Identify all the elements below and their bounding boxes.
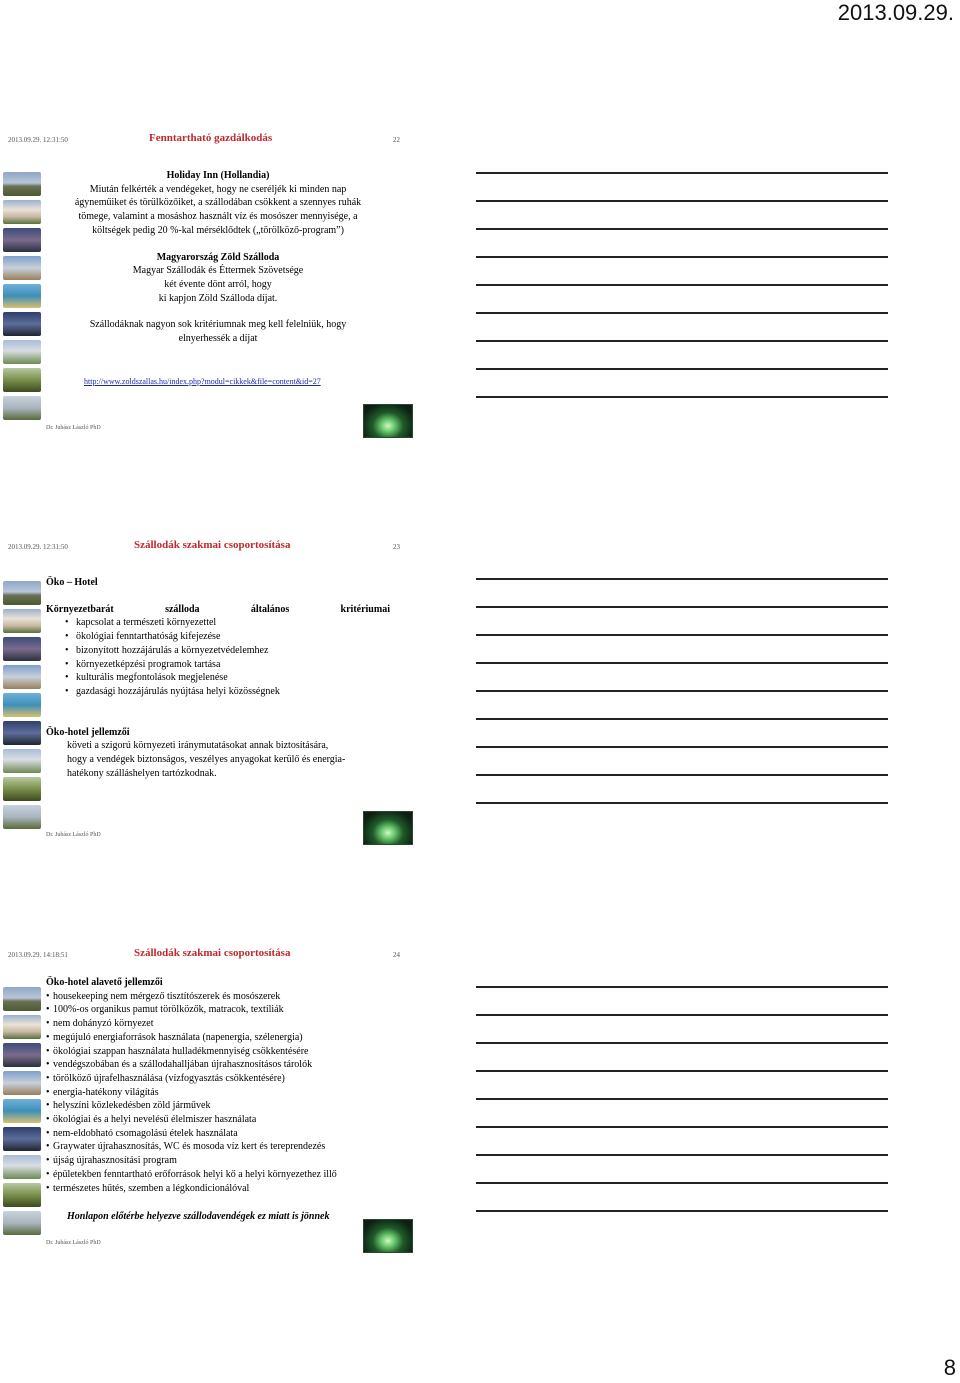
zoldszallas-link[interactable]: http://www.zoldszallas.hu/index.php?modul=cikkek&file=content&id=27: [84, 376, 321, 386]
paragraph-line: követi a szigorú környezeti iránymutatásokat annak biztosítására,: [67, 740, 329, 752]
list-item: • gazdasági hozzájárulás nyújtása helyi közösségnek: [46, 685, 390, 699]
criteria-heading: [46, 603, 390, 617]
heading-zold-szalloda: Magyarország Zöld Szálloda: [156, 251, 280, 263]
paragraph-line: hogy a vendégek biztonságos, veszélyes anyagokat kerülő és energia-: [67, 754, 346, 766]
hotel-photo-thumbnail: [3, 200, 41, 224]
hotel-photo-thumbnail: [3, 721, 41, 745]
paragraph-line: Szállodáknak nagyon sok kritériumnak meg kell felelniük, hogy: [89, 319, 347, 331]
hotel-photo-thumbnail: [3, 1043, 41, 1067]
heading-holiday-inn: Holiday Inn (Hollandia): [166, 170, 270, 181]
hotel-photo-thumbnail: [3, 284, 41, 308]
list-item: • törölköző újrafelhasználása (vízfogyasztás csökkentésére): [46, 1072, 390, 1086]
slide-author: Dr. Juhász László PhD: [46, 1240, 101, 1246]
list-item: • természetes hűtés, szemben a légkondicionálóval: [46, 1182, 390, 1196]
page-number: 8: [943, 1355, 956, 1380]
slide-title: Szállodák szakmai csoportosítása: [134, 539, 291, 551]
slide-number: 22: [393, 136, 400, 144]
notes-lines: [476, 172, 888, 424]
hotel-photo-thumbnail: [3, 172, 41, 196]
criteria-heading-word: szálloda: [165, 603, 200, 615]
notes-lines: [476, 986, 888, 1238]
list-item: • Graywater újrahasznosítás, WC és mosoda víz kert és tereprendezés: [46, 1140, 390, 1154]
hotel-photo-thumbnail: [3, 256, 41, 280]
slide-title: Szállodák szakmai csoportosítása: [134, 947, 291, 959]
list-item: • nem-eldobható csomagolású ételek használata: [46, 1127, 390, 1141]
slide-23: [0, 539, 420, 853]
hotel-photo-thumbnail: [3, 1015, 41, 1039]
hotel-logo-image: [363, 1219, 413, 1253]
criteria-heading-word: kritériumai: [340, 603, 390, 615]
list-item: • nem dohányzó környezet: [46, 1017, 390, 1031]
page-date: 2013.09.29.: [837, 0, 954, 25]
hotel-photo-thumbnail: [3, 396, 41, 420]
slide-number: 23: [393, 543, 400, 551]
slide-number: 24: [393, 951, 400, 959]
list-item: • bizonyított hozzájárulás a környezetvédelemhez: [46, 644, 390, 658]
hotel-photo-thumbnail: [3, 1183, 41, 1207]
slide-timestamp: 2013.09.29. 12:31:50: [8, 543, 68, 551]
list-item: • környezetképzési programok tartása: [46, 658, 390, 672]
notes-lines: [476, 578, 888, 830]
slide-author: Dr. Juhász László PhD: [46, 425, 101, 431]
list-item: • ökológiai szappan használata hulladékmennyiség csökkentésére: [46, 1045, 390, 1059]
hotel-photo-thumbnail: [3, 609, 41, 633]
thumbnail-strip: [3, 581, 43, 833]
list-item: • újság újrahasznosítási program: [46, 1154, 390, 1168]
features-list: [46, 990, 390, 1196]
hotel-photo-thumbnail: [3, 693, 41, 717]
hotel-photo-thumbnail: [3, 665, 41, 689]
paragraph-line: hatékony szálláshelyen tartózkodnak.: [67, 767, 217, 779]
hotel-photo-thumbnail: [3, 340, 41, 364]
paragraph-line: két évente dönt arról, hogy: [164, 278, 272, 290]
heading-oko-hotel: Öko – Hotel: [46, 577, 98, 588]
list-item: • épületekben fenntartható erőforrások helyi kő a helyi környezethez illő: [46, 1168, 390, 1182]
slide-timestamp: 2013.09.29. 14:18:51: [8, 951, 68, 959]
slide-24: [0, 947, 420, 1261]
list-item: • housekeeping nem mérgező tisztítószerek és mosószerek: [46, 990, 390, 1004]
closing-note: Honlapon előtérbe helyezve szállodavendégek ez miatt is jönnek: [67, 1211, 330, 1223]
hotel-photo-thumbnail: [3, 749, 41, 773]
hotel-photo-thumbnail: [3, 777, 41, 801]
slide-body: [46, 169, 390, 388]
heading-oko-hotel-jellemzoi: Öko-hotel jellemzői: [46, 726, 130, 738]
paragraph-line: ki kapjon Zöld Szálloda díjat.: [158, 292, 278, 304]
paragraph-line: elnyerhessék a díjat: [178, 333, 258, 345]
list-item: • ökológiai fenntarthatóság kifejezése: [46, 630, 390, 644]
hotel-photo-thumbnail: [3, 1099, 41, 1123]
slide-title: Fenntartható gazdálkodás: [149, 132, 273, 144]
hotel-photo-thumbnail: [3, 368, 41, 392]
list-item: • vendégszobában és a szállodahalljában újrahasznosításos tárolók: [46, 1058, 390, 1072]
slide-author: Dr. Juhász László PhD: [46, 832, 101, 838]
hotel-photo-thumbnail: [3, 805, 41, 829]
hotel-photo-thumbnail: [3, 1155, 41, 1179]
hotel-photo-thumbnail: [3, 1211, 41, 1235]
paragraph-line: tömege, valamint a mosáshoz használt víz és mosószer mennyisége, a: [78, 211, 358, 223]
hotel-photo-thumbnail: [3, 987, 41, 1011]
criteria-heading-word: Környezetbarát: [46, 603, 114, 615]
hotel-photo-thumbnail: [3, 581, 41, 605]
paragraph-line: költségek pedig 20 %-kal mérséklődtek („törölköző-program”): [92, 224, 344, 236]
criteria-heading-word: általános: [250, 603, 290, 615]
hotel-logo-image: [363, 811, 413, 845]
slide-22: [0, 132, 420, 446]
slide-body: [46, 976, 390, 1224]
criteria-list: [46, 616, 390, 698]
hotel-photo-thumbnail: [3, 637, 41, 661]
slide-body: [46, 576, 390, 780]
hotel-photo-thumbnail: [3, 1127, 41, 1151]
paragraph-line: Miután felkérték a vendégeket, hogy ne cseréljék ki minden nap: [89, 183, 347, 195]
list-item: • kapcsolat a természeti környezettel: [46, 616, 390, 630]
list-item: • megújuló energiaforrások használata (napenergia, szélenergia): [46, 1031, 390, 1045]
hotel-logo-image: [363, 404, 413, 438]
list-item: • energia-hatékony világítás: [46, 1086, 390, 1100]
hotel-photo-thumbnail: [3, 312, 41, 336]
paragraph-line: ágyneműiket és törülközőiket, a szállodában csökkent a szennyes ruhák: [74, 197, 362, 209]
thumbnail-strip: [3, 987, 43, 1239]
thumbnail-strip: [3, 172, 43, 424]
slide-timestamp: 2013.09.29. 12:31:50: [8, 136, 68, 144]
list-item: • kulturális megfontolások megjelenése: [46, 671, 390, 685]
list-item: • ökológiai és a helyi nevelésű élelmiszer használata: [46, 1113, 390, 1127]
heading-oko-hotel-alaveto: Öko-hotel alavető jellemzői: [46, 977, 163, 988]
paragraph-line: Magyar Szállodák és Éttermek Szövetsége: [132, 265, 304, 277]
list-item: • 100%-os organikus pamut törölközők, matracok, textíliák: [46, 1003, 390, 1017]
list-item: • helyszíni közlekedésben zöld járművek: [46, 1099, 390, 1113]
hotel-photo-thumbnail: [3, 1071, 41, 1095]
hotel-photo-thumbnail: [3, 228, 41, 252]
